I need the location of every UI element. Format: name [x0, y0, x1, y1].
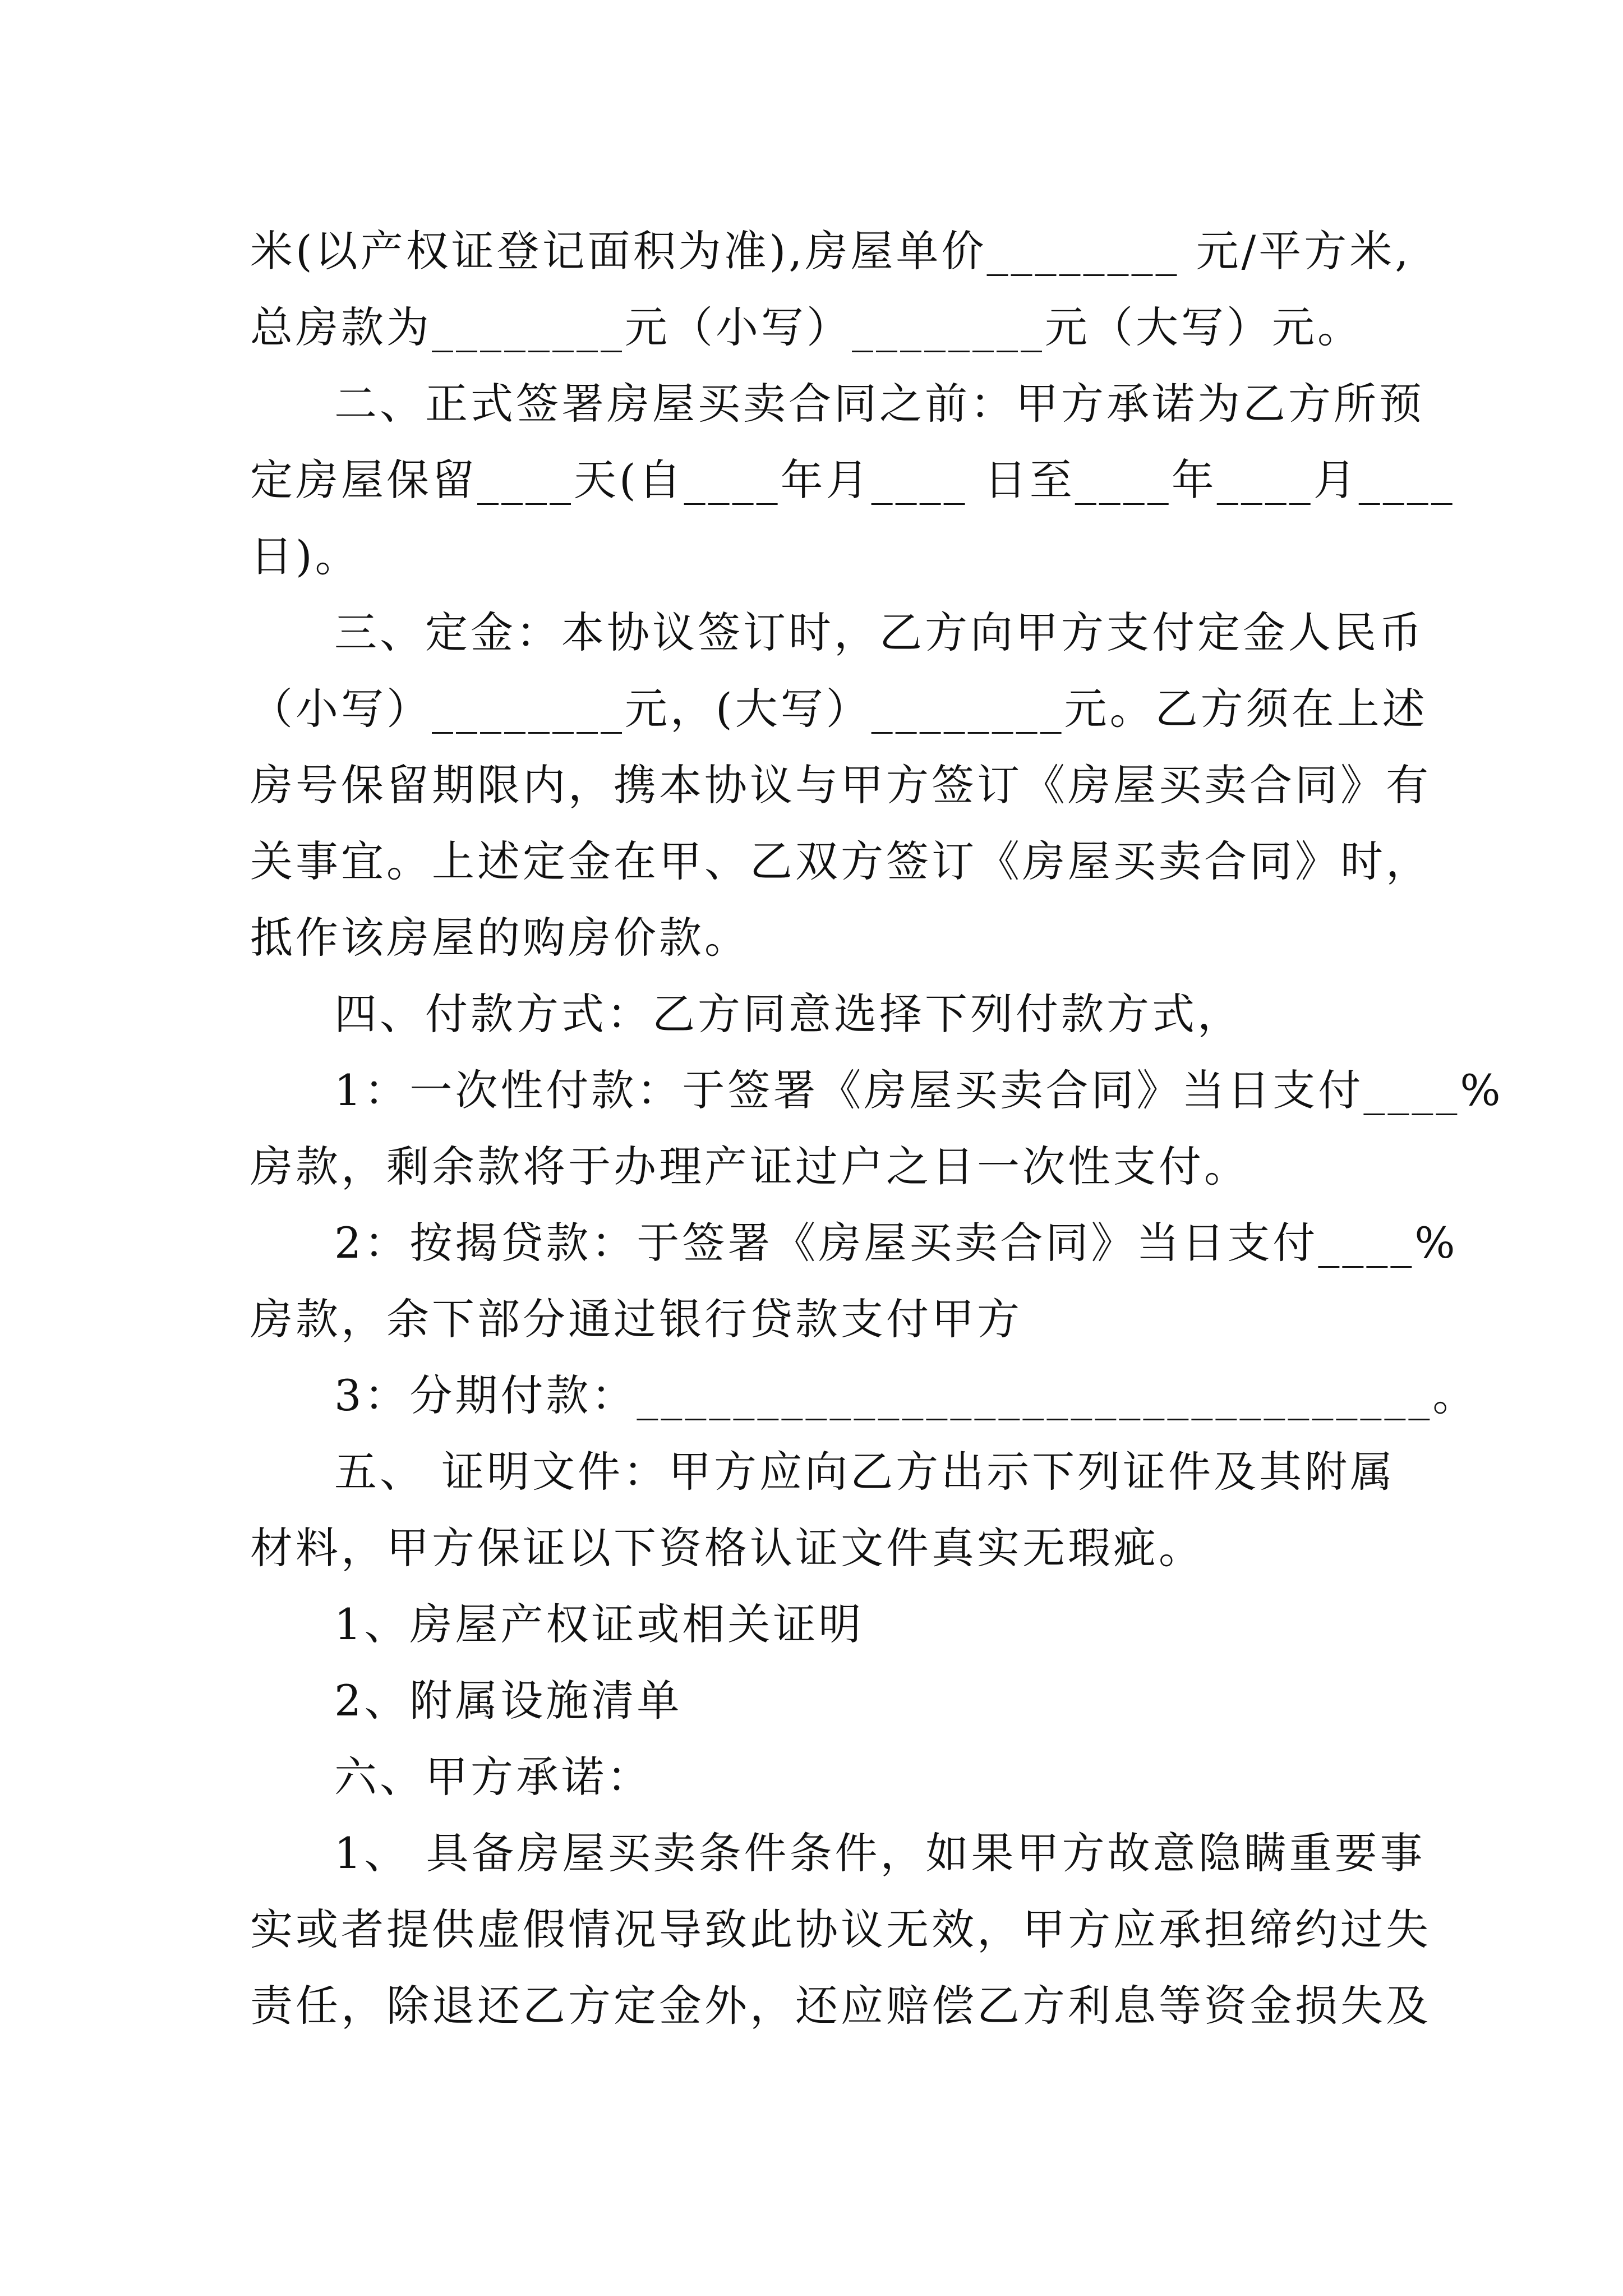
- text-line: 1、房屋产权证或相关证明: [334, 1599, 864, 1649]
- text-line: 米(以产权证登记面积为准),房屋单价________ 元/平方米,: [250, 226, 1412, 276]
- text-line: 三、定金：本协议签订时，乙方向甲方支付定金人民币: [334, 608, 1424, 657]
- text-line: 责任，除退还乙方定金外，还应赔偿乙方利息等资金损失及: [250, 1981, 1431, 2031]
- text-line: 抵作该房屋的购房价款。: [250, 913, 750, 963]
- text-line: 总房款为________元（小写）________元（大写）元。: [250, 302, 1363, 352]
- text-line: 实或者提供虚假情况导致此协议无效，甲方应承担缔约过失: [250, 1904, 1431, 1954]
- text-line: 房款，余下部分通过银行贷款支付甲方: [250, 1294, 1022, 1344]
- text-line: 3：分期付款：_________________________________。: [334, 1370, 1478, 1420]
- text-line: 房款，剩余款将于办理产证过户之日一次性支付。: [250, 1142, 1249, 1191]
- text-line: 1、 具备房屋买卖条件条件，如果甲方故意隐瞒重要事: [334, 1828, 1426, 1878]
- text-line: 关事宜。上述定金在甲、乙双方签订《房屋买卖合同》时，: [250, 836, 1431, 886]
- text-line: 2、附属设施清单: [334, 1676, 683, 1726]
- text-line: 四、付款方式：乙方同意选择下列付款方式，: [334, 989, 1243, 1039]
- document-body: [250, 213, 1504, 2044]
- text-line: 2：按揭贷款：于签署《房屋买卖合同》当日支付____%: [334, 1218, 1458, 1268]
- text-line: 房号保留期限内，携本协议与甲方签订《房屋买卖合同》有: [250, 760, 1431, 810]
- text-line: 六、甲方承诺：: [334, 1752, 652, 1802]
- text-line: 日)。: [250, 531, 361, 581]
- text-line: 定房屋保留____天(自____年月____ 日至____年____月____: [250, 455, 1455, 505]
- text-line: 材料，甲方保证以下资格认证文件真实无瑕疵。: [250, 1523, 1204, 1573]
- text-line: 二、正式签署房屋买卖合同之前：甲方承诺为乙方所预: [334, 379, 1424, 429]
- text-line: 五、 证明文件：甲方应向乙方出示下列证件及其附属: [334, 1447, 1396, 1497]
- text-line: 1：一次性付款：于签署《房屋买卖合同》当日支付____%: [334, 1065, 1504, 1115]
- text-line: （小写）________元，(大写）________元。乙方须在上述: [250, 684, 1428, 734]
